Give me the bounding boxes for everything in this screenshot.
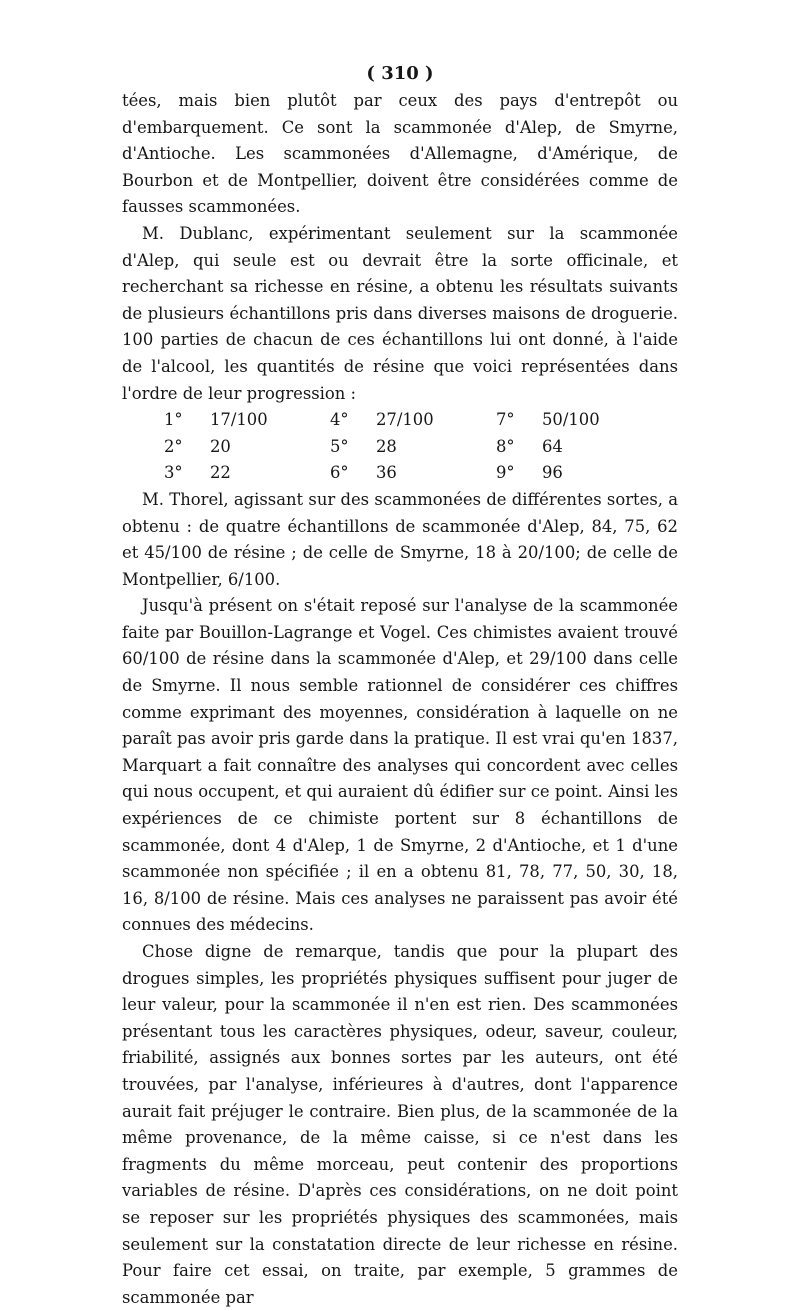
paragraph-intro: tées, mais bien plutôt par ceux des pays d'entrepôt ou d'embarquement. Ce sont la scammonée d'Alep, de Smyrne, d'Antioche. Les scammonées d'Allemagne, d'Amérique, de Bourbon et de Montpellier, doivent être considérées comme de fausses scammonées. <box>122 91 678 217</box>
value-cell: 28 <box>376 436 397 456</box>
paragraph-dublanc: M. Dublanc, expérimentant seulement sur la scammonée d'Alep, qui seule est ou devrait être la sorte officinale, et recherchant sa richesse en résine, a obtenu les résultats suivants de plusieurs échantillons pris dans diverses maisons de droguerie. 100 parties de chacun de ces échantillons lui ont donné, à l'aide de l'alcool, les quantités de résine que voici représentées dans l'ordre de leur progression : <box>122 223 678 403</box>
paragraph-thorel: M. Thorel, agissant sur des scammonées de différentes sortes, a obtenu : de quatre échantillons de scammonée d'Alep, 84, 75, 62 et 45/100 de résine ; de celle de Smyrne, 18 à 20/100; de celle de Montpellier, 6/100. <box>122 489 678 589</box>
rank-cell: 9° <box>496 463 515 483</box>
value-cell: 50/100 <box>542 410 600 430</box>
table-row <box>164 434 662 461</box>
rank-cell: 1° <box>164 410 183 430</box>
document-page <box>122 60 678 1311</box>
resin-results-table <box>164 407 662 487</box>
paragraph-bouillon-lagrange: Jusqu'à présent on s'était reposé sur l'analyse de la scammonée faite par Bouillon-Lagrange et Vogel. Ces chimistes avaient trouvé 60/100 de résine dans la scammonée d'Alep, et 29/100 dans celle de Smyrne. Il nous semble rationnel de considérer ces chiffres comme exprimant des moyennes, considération à laquelle on ne paraît pas avoir pris garde dans la pratique. Il est vrai qu'en 1837, Marquart a fait connaître des analyses qui concordent avec celles qui nous occupent, et qui auraient dû édifier sur ce point. Ainsi les expériences de ce chimiste portent sur 8 échantillons de scammonée, dont 4 d'Alep, 1 de Smyrne, 2 d'Antioche, et 1 d'une scammonée non spécifiée ; il en a obtenu 81, 78, 77, 50, 30, 18, 16, 8/100 de résine. Mais ces analyses ne paraissent pas avoir été connues des médecins. <box>122 596 678 935</box>
table-row <box>164 407 662 434</box>
value-cell: 96 <box>542 463 563 483</box>
value-cell: 22 <box>210 463 231 483</box>
value-cell: 17/100 <box>210 410 268 430</box>
table-row <box>164 460 662 487</box>
value-cell: 36 <box>376 463 397 483</box>
rank-cell: 6° <box>330 463 349 483</box>
value-cell: 20 <box>210 436 231 456</box>
rank-cell: 5° <box>330 436 349 456</box>
value-cell: 27/100 <box>376 410 434 430</box>
rank-cell: 8° <box>496 436 515 456</box>
rank-cell: 4° <box>330 410 349 430</box>
page-number: ( 310 ) <box>366 63 434 84</box>
rank-cell: 3° <box>164 463 183 483</box>
rank-cell: 2° <box>164 436 183 456</box>
rank-cell: 7° <box>496 410 515 430</box>
value-cell: 64 <box>542 436 563 456</box>
paragraph-remarque: Chose digne de remarque, tandis que pour la plupart des drogues simples, les propriétés physiques suffisent pour juger de leur valeur, pour la scammonée il n'en est rien. Des scammonées présentant tous les caractères physiques, odeur, saveur, couleur, friabilité, assignés aux bonnes sortes par les auteurs, ont été trouvées, par l'analyse, inférieures à d'autres, dont l'apparence aurait fait préjuger le contraire. Bien plus, de la scammonée de la même provenance, de la même caisse, si ce n'est dans les fragments du même morceau, peut contenir des proportions variables de résine. D'après ces considérations, on ne doit point se reposer sur les propriétés physiques des scammonées, mais seulement sur la constatation directe de leur richesse en résine. Pour faire cet essai, on traite, par exemple, 5 grammes de scammonée par <box>122 942 678 1307</box>
